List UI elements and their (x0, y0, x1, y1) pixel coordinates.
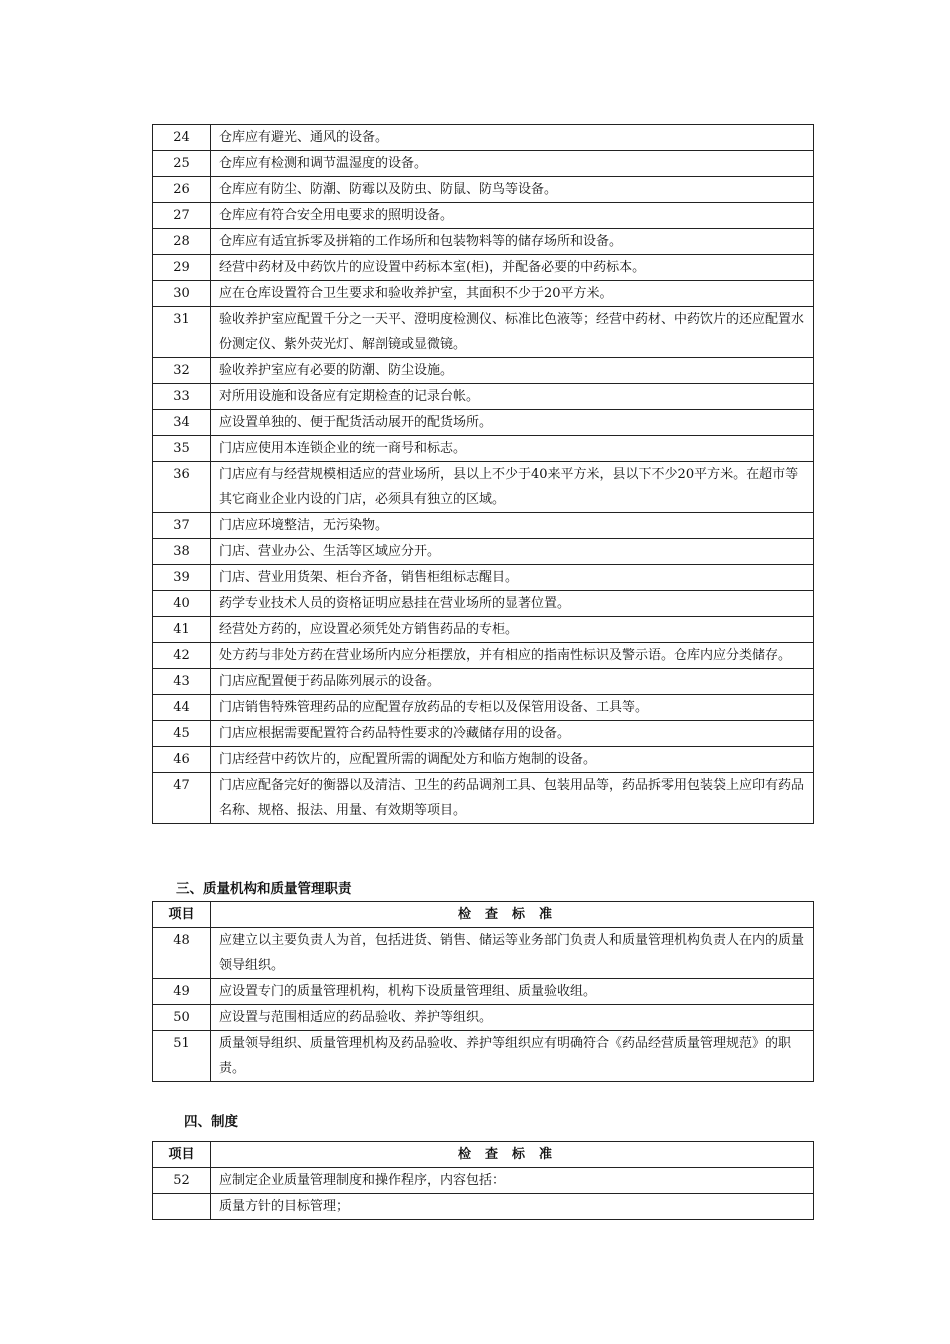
item-standard-text: 仓库应有防尘、防潮、防霉以及防虫、防鼠、防鸟等设备。 (211, 177, 814, 203)
table-row (153, 979, 814, 1005)
item-standard-text: 应建立以主要负责人为首，包括进货、销售、储运等业务部门负责人和质量管理机构负责人在内的质量领导组织。 (211, 928, 814, 979)
item-standard-text: 质量方针的目标管理； (211, 1194, 814, 1220)
table-row (153, 255, 814, 281)
section-title-systems: 四、制度 (184, 1114, 238, 1130)
table-row (153, 177, 814, 203)
item-number: 30 (153, 281, 211, 307)
item-standard-text: 门店经营中药饮片的，应配置所需的调配处方和临方炮制的设备。 (211, 747, 814, 773)
item-number: 33 (153, 384, 211, 410)
item-number: 28 (153, 229, 211, 255)
item-number: 37 (153, 513, 211, 539)
column-header-standard: 检查标准 (211, 1142, 814, 1168)
table-row (153, 928, 814, 979)
item-number: 27 (153, 203, 211, 229)
table-row (153, 436, 814, 462)
item-standard-text: 质量领导组织、质量管理机构及药品验收、养护等组织应有明确符合《药品经营质量管理规范》的职责。 (211, 1031, 814, 1082)
table-row (153, 1194, 814, 1220)
item-number: 24 (153, 125, 211, 151)
table-row (153, 410, 814, 436)
item-standard-text: 门店、营业用货架、柜台齐备，销售柜组标志醒目。 (211, 565, 814, 591)
item-standard-text: 仓库应有检测和调节温湿度的设备。 (211, 151, 814, 177)
table-row (153, 384, 814, 410)
item-number: 48 (153, 928, 211, 979)
item-standard-text: 应在仓库设置符合卫生要求和验收养护室，其面积不少于20平方米。 (211, 281, 814, 307)
item-standard-text: 门店应环境整洁，无污染物。 (211, 513, 814, 539)
item-standard-text: 应设置单独的、便于配货活动展开的配货场所。 (211, 410, 814, 436)
table-row (153, 539, 814, 565)
table-row (153, 513, 814, 539)
item-standard-text: 药学专业技术人员的资格证明应悬挂在营业场所的显著位置。 (211, 591, 814, 617)
item-number: 40 (153, 591, 211, 617)
item-standard-text: 门店应配备完好的衡器以及清洁、卫生的药品调剂工具、包装用品等，药品拆零用包装袋上应印有药品名称、规格、报法、用量、有效期等项目。 (211, 773, 814, 824)
table-header-row (153, 1142, 814, 1168)
item-standard-text: 经营中药材及中药饮片的应设置中药标本室(柜)，并配备必要的中药标本。 (211, 255, 814, 281)
item-standard-text: 仓库应有适宜拆零及拼箱的工作场所和包装物料等的储存场所和设备。 (211, 229, 814, 255)
systems-table (152, 1141, 814, 1220)
item-number: 41 (153, 617, 211, 643)
table-row (153, 1168, 814, 1194)
column-header-item: 项目 (153, 1142, 211, 1168)
item-number: 34 (153, 410, 211, 436)
table-row (153, 125, 814, 151)
equipment-requirements-table (152, 124, 814, 824)
table-row (153, 358, 814, 384)
item-number: 39 (153, 565, 211, 591)
table-row (153, 1005, 814, 1031)
item-number: 47 (153, 773, 211, 824)
item-standard-text: 门店应配置便于药品陈列展示的设备。 (211, 669, 814, 695)
item-standard-text: 应制定企业质量管理制度和操作程序，内容包括： (211, 1168, 814, 1194)
item-standard-text: 门店应有与经营规模相适应的营业场所，县以上不少于40来平方米，县以下不少20平方米。在超市等其它商业企业内设的门店，必须具有独立的区域。 (211, 462, 814, 513)
table-row (153, 721, 814, 747)
table-row (153, 565, 814, 591)
item-standard-text: 仓库应有避光、通风的设备。 (211, 125, 814, 151)
table-row (153, 229, 814, 255)
item-number: 26 (153, 177, 211, 203)
item-standard-text: 应设置与范围相适应的药品验收、养护等组织。 (211, 1005, 814, 1031)
item-standard-text: 门店应根据需要配置符合药品特性要求的冷藏储存用的设备。 (211, 721, 814, 747)
item-number: 38 (153, 539, 211, 565)
item-number: 44 (153, 695, 211, 721)
table-row (153, 203, 814, 229)
table-row (153, 462, 814, 513)
item-standard-text: 门店、营业办公、生活等区域应分开。 (211, 539, 814, 565)
item-number: 51 (153, 1031, 211, 1082)
column-header-standard: 检查标准 (211, 902, 814, 928)
table-row (153, 773, 814, 824)
item-standard-text: 经营处方药的，应设置必须凭处方销售药品的专柜。 (211, 617, 814, 643)
table-row (153, 747, 814, 773)
item-number: 36 (153, 462, 211, 513)
item-standard-text: 门店销售特殊管理药品的应配置存放药品的专柜以及保管用设备、工具等。 (211, 695, 814, 721)
table-row (153, 695, 814, 721)
item-number (153, 1194, 211, 1220)
table-row (153, 151, 814, 177)
table-header-row (153, 902, 814, 928)
item-standard-text: 应设置专门的质量管理机构，机构下设质量管理组、质量验收组。 (211, 979, 814, 1005)
table-row (153, 281, 814, 307)
table-row (153, 307, 814, 358)
item-number: 42 (153, 643, 211, 669)
section-title-quality-organization: 三、质量机构和质量管理职责 (176, 881, 352, 897)
table-row (153, 643, 814, 669)
item-number: 25 (153, 151, 211, 177)
quality-organization-table (152, 901, 814, 1082)
table-row (153, 1031, 814, 1082)
item-number: 35 (153, 436, 211, 462)
table-row (153, 591, 814, 617)
item-number: 52 (153, 1168, 211, 1194)
item-number: 46 (153, 747, 211, 773)
column-header-item: 项目 (153, 902, 211, 928)
item-standard-text: 门店应使用本连锁企业的统一商号和标志。 (211, 436, 814, 462)
item-number: 50 (153, 1005, 211, 1031)
table-row (153, 669, 814, 695)
table-row (153, 617, 814, 643)
item-standard-text: 仓库应有符合安全用电要求的照明设备。 (211, 203, 814, 229)
item-standard-text: 对所用设施和设备应有定期检查的记录台帐。 (211, 384, 814, 410)
item-number: 49 (153, 979, 211, 1005)
item-number: 29 (153, 255, 211, 281)
item-number: 32 (153, 358, 211, 384)
item-standard-text: 验收养护室应配置千分之一天平、澄明度检测仪、标准比色液等；经营中药材、中药饮片的还应配置水份测定仪、紫外荧光灯、解剖镜或显微镜。 (211, 307, 814, 358)
item-number: 45 (153, 721, 211, 747)
item-standard-text: 处方药与非处方药在营业场所内应分柜摆放，并有相应的指南性标识及警示语。仓库内应分类储存。 (211, 643, 814, 669)
item-number: 31 (153, 307, 211, 358)
item-standard-text: 验收养护室应有必要的防潮、防尘设施。 (211, 358, 814, 384)
item-number: 43 (153, 669, 211, 695)
